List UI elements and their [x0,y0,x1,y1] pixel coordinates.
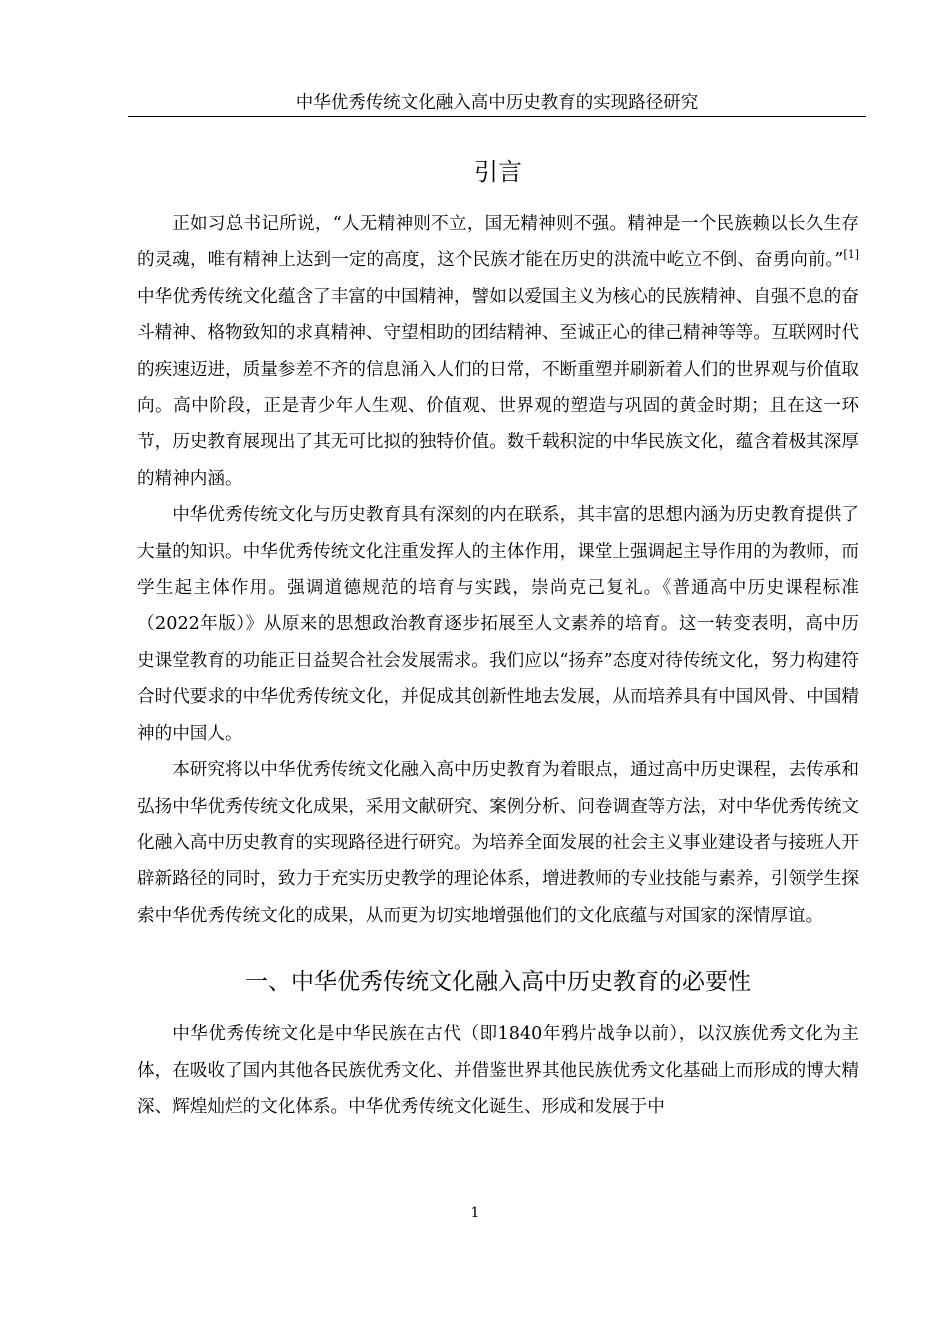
intro-paragraph-1-part-b: 中华优秀传统文化蕴含了丰富的中国精神，譬如以爱国主义为核心的民族精神、自强不息的奋斗精神、格物致知的求真精神、守望相助的团结精神、至诚正心的律己精神等等。互联网时代的疾速迈进，质量参差不齐的信息涌入人们的日常，不断重塑并刷新着人们的世界观与价值取向。高中阶段，正是青少年人生观、价值观、世界观的塑造与巩固的黄金时期；且在这一环节，历史教育展现出了其无可比拟的独特价值。数千载积淀的中华民族文化，蕴含着极其深厚的精神内涵。 [137,286,859,489]
section-title-intro: 引言 [474,158,522,186]
page-number: 1 [470,1205,480,1221]
header-rule [128,116,866,117]
chapter1-paragraph-1: 中华优秀传统文化是中华民族在古代（即1840年鸦片战争以前），以汉族优秀文化为主体，在吸收了国内其他各民族优秀文化、并借鉴世界其他民族优秀文化基础上而形成的博大精深、辉煌灿烂的文化体系。中华优秀传统文化诞生、形成和发展于中 [137,1024,859,1117]
intro-paragraph-2: 中华优秀传统文化与历史教育具有深刻的内在联系，其丰富的思想内涵为历史教育提供了大量的知识。中华优秀传统文化注重发挥人的主体作用，课堂上强调起主导作用的为教师，而学生起主体作用。强调道德规范的培育与实践，崇尚克己复礼。《普通高中历史课程标准（2022年版）》从原来的思想政治教育逐步拓展至人文素养的培育。这一转变表明，高中历史课堂教育的功能正日益契合社会发展需求。我们应以“扬弃”态度对待传统文化，努力构建符合时代要求的中华优秀传统文化，并促成其创新性地去发展，从而培养具有中国风骨、中国精神的中国人。 [137,505,859,744]
chapter-title-1: 一、中华优秀传统文化融入高中历史教育的必要性 [245,969,751,996]
running-header: 中华优秀传统文化融入高中历史教育的实现路径研究 [295,93,699,113]
intro-paragraph-3: 本研究将以中华优秀传统文化融入高中历史教育为着眼点，通过高中历史课程，去传承和弘扬中华优秀传统文化成果，采用文献研究、案例分析、问卷调查等方法，对中华优秀传统文化融入高中历史教育的实现路径进行研究。为培养全面发展的社会主义事业建设者与接班人开辟新路径的同时，致力于充实历史教学的理论体系，增进教师的专业技能与素养，引领学生探索中华优秀传统文化的成果，从而更为切实地增强他们的文化底蕴与对国家的深情厚谊。 [137,760,859,926]
intro-paragraph-1-part-a: 正如习总书记所说，“人无精神则不立，国无精神则不强。精神是一个民族赖以长久生存的灵魂，唯有精神上达到一定的高度，这个民族才能在历史的洪流中屹立不倒、奋勇向前。” [137,214,859,271]
intro-paragraph-1 [137,206,859,497]
page-body [137,150,859,1125]
citation-marker: [1] [843,248,859,262]
